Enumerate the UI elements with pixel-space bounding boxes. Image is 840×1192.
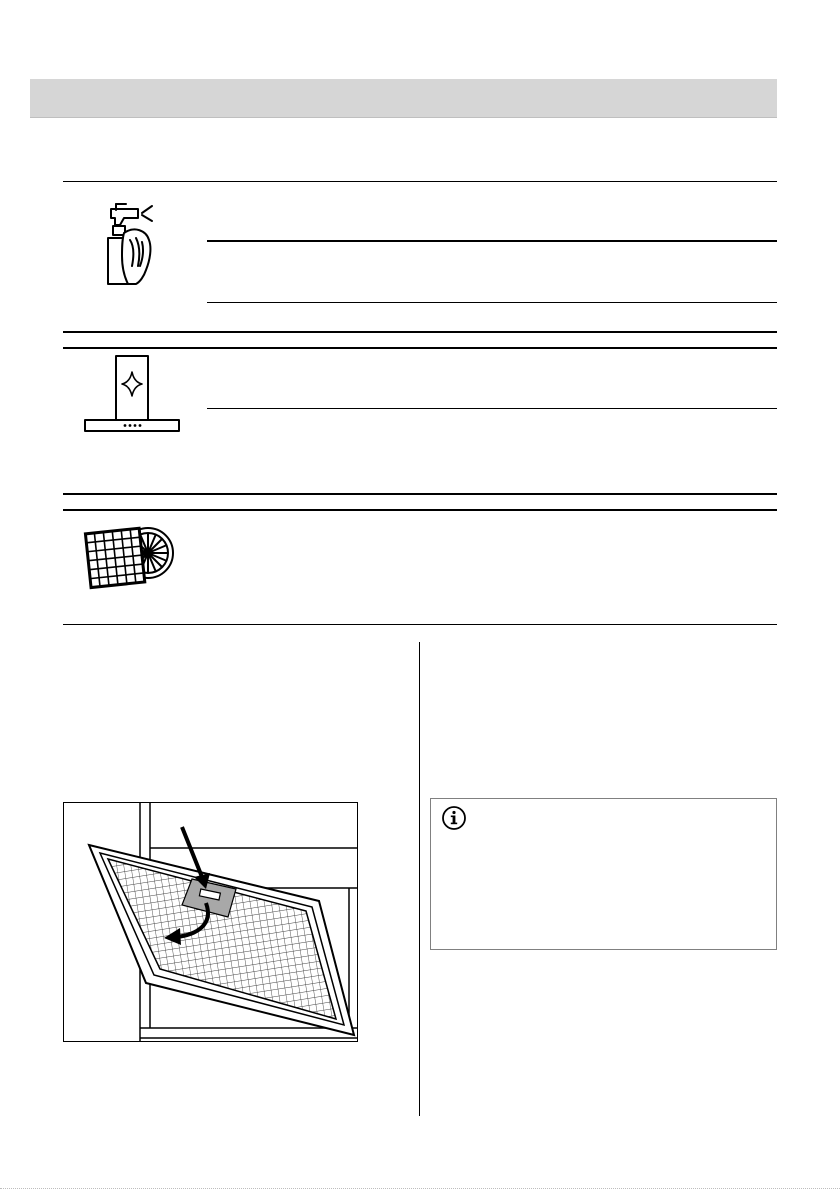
section-header-rule <box>30 117 777 118</box>
info-box <box>430 798 777 950</box>
section-2-top-rule-a <box>63 331 777 333</box>
section-3-top-rule-a <box>63 493 777 495</box>
section-header-bar <box>30 79 777 117</box>
spray-bottle-cloth-icon <box>100 200 160 290</box>
grease-filter-and-charcoal-filter-icon <box>82 517 178 593</box>
section-1-top-rule <box>63 181 777 182</box>
section-3-top-rule-b <box>63 509 777 511</box>
section-2-top-rule-b <box>63 347 777 349</box>
info-icon <box>441 805 467 831</box>
section-3-bottom-rule <box>63 624 777 625</box>
section-1-inner-rule-1 <box>207 240 777 242</box>
cooker-hood-sparkle-icon <box>82 354 182 434</box>
section-2-inner-rule <box>207 408 777 409</box>
page-bottom-edge <box>0 1188 840 1189</box>
column-divider <box>419 642 420 1116</box>
section-1-inner-rule-2 <box>207 302 777 303</box>
grease-filter-removal-illustration <box>63 802 358 1042</box>
